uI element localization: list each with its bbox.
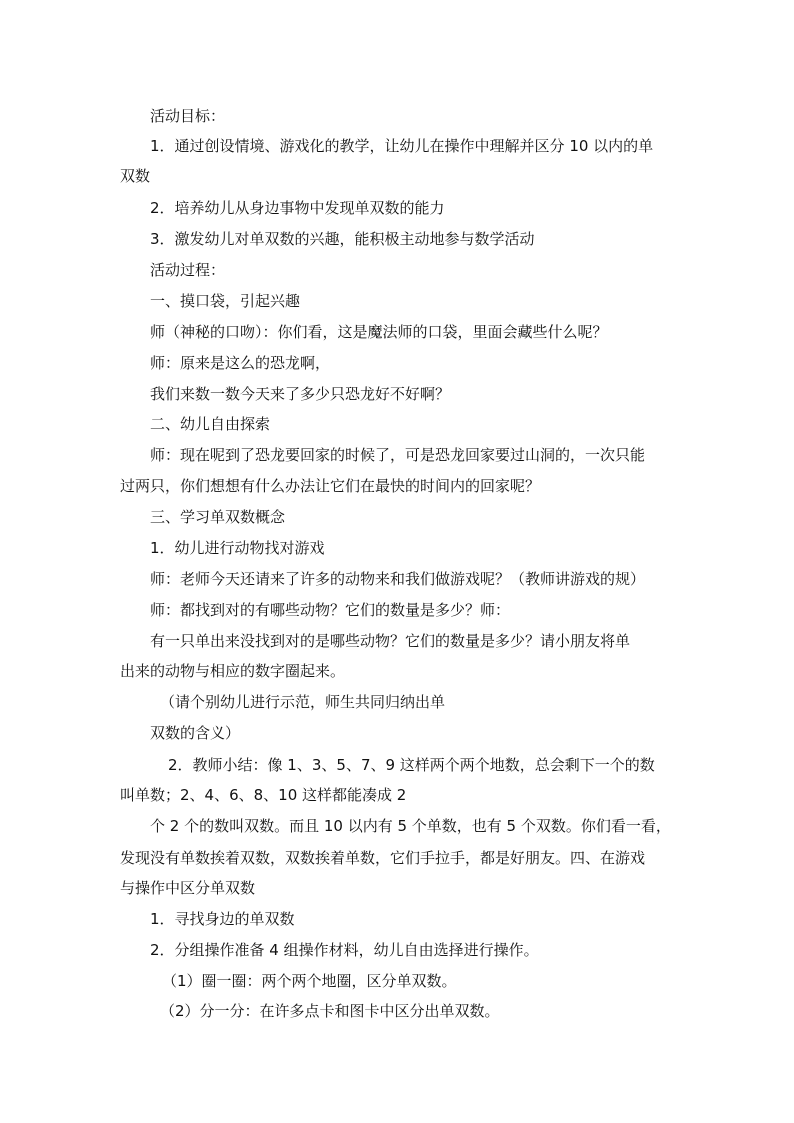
paragraph-line: 过两只，你们想想有什么办法让它们在最快的时间内的回家呢？: [120, 477, 541, 495]
section-4-title-cont: 与操作中区分单双数: [120, 879, 256, 897]
paragraph-line: 师：老师今天还请来了许多的动物来和我们做游戏呢？（教师讲游戏的规）: [150, 570, 646, 588]
goal-1-cont: 双数: [120, 167, 151, 185]
paragraph-line: 师：现在呢到了恐龙要回家的时候了，可是恐龙回家要过山洞的，一次只能: [150, 446, 646, 464]
section-1-title: 一、摸口袋，引起兴趣: [150, 292, 301, 310]
goal-2: 2．培养幼儿从身边事物中发现单双数的能力: [150, 199, 445, 217]
paragraph-line: （请个别幼儿进行示范，师生共同归纳出单: [160, 693, 446, 711]
section-2-title: 二、幼儿自由探索: [150, 415, 271, 433]
section-4-item-1: 1．寻找身边的单双数: [150, 910, 295, 928]
section-3-title: 三、学习单双数概念: [150, 508, 286, 526]
heading-activity-process: 活动过程：: [150, 261, 226, 279]
section-4-item-2: 2．分组操作准备 4 组操作材料，幼儿自由选择进行操作。: [150, 941, 539, 959]
paragraph-line: 发现没有单数挨着双数，双数挨着单数，它们手拉手，都是好朋友。四、在游戏: [120, 849, 646, 867]
operation-item-2: （2）分一分：在许多点卡和图卡中区分出单双数。: [160, 1002, 500, 1020]
paragraph-line: 我们来数一数今天来了多少只恐龙好不好啊？: [150, 385, 451, 403]
paragraph-line: 双数的含义）: [150, 724, 241, 742]
paragraph-line: 个 2 个的数叫双数。而且 10 以内有 5 个单数，也有 5 个双数。你们看一看，: [150, 817, 671, 835]
paragraph-line: 出来的动物与相应的数字圈起来。: [120, 662, 346, 680]
paragraph-line: 有一只单出来没找到对的是哪些动物？它们的数量是多少？请小朋友将单: [150, 632, 631, 650]
subsection-1-title: 1．幼儿进行动物找对游戏: [150, 539, 325, 557]
teacher-summary: 2．教师小结：像 1、3、5、7、9 这样两个两个地数，总会剩下一个的数: [168, 756, 655, 774]
paragraph-line: 师：都找到对的有哪些动物？它们的数量是多少？师：: [150, 601, 511, 619]
paragraph-line: 师：原来是这么的恐龙啊，: [150, 354, 331, 372]
goal-1: 1．通过创设情境、游戏化的教学，让幼儿在操作中理解并区分 10 以内的单: [150, 137, 654, 155]
paragraph-line: 师（神秘的口吻）：你们看，这是魔法师的口袋，里面会藏些什么呢？: [150, 323, 608, 341]
operation-item-1: （1）圈一圈：两个两个地圈，区分单双数。: [162, 972, 457, 990]
paragraph-line: 叫单数；2、4、6、8、10 这样都能凑成 2: [120, 786, 407, 804]
heading-activity-goals: 活动目标：: [150, 107, 226, 125]
goal-3: 3．激发幼儿对单双数的兴趣，能积极主动地参与数学活动: [150, 230, 535, 248]
